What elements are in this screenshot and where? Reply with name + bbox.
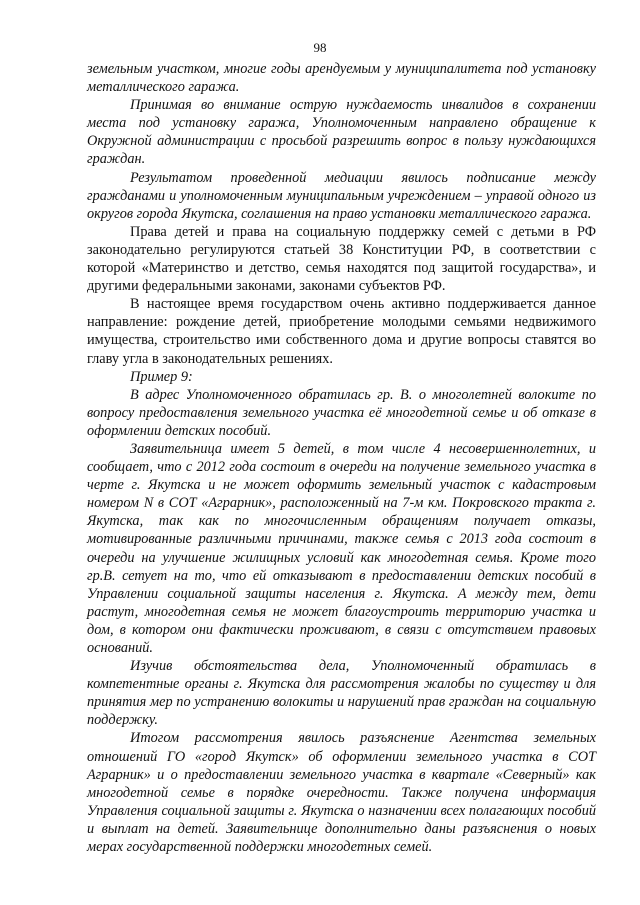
page-number: 98 [313, 40, 327, 55]
paragraph-8: Заявительница имеет 5 детей, в том числе 4 несовершеннолетних, и сообщает, что с 2012 года состоит в очереди на получение земельного участка в черте г. Якутска и не может оформить земельный участок с кадастровым номером N в СОТ «Аграрник», расположенный на 7-м км. Покровского тракта г. Якутска, так как по многочисленным обращениям получает отказы, мотивированные различными причинами, также семья с 2013 года состоит в очереди на улучшение жилищных условий как многодетная семья. Кроме того гр.В. сетует на то, что ей отказывают в предоставлении детских пособий в Управлении социальной защиты населения г. Якутска. А между тем, дети растут, многодетная семья не может благоустроить территорию участка и дом, в котором они фактически проживают, в связи с отсутствием правовых оснований. [87, 440, 596, 656]
paragraph-5: В настоящее время государством очень активно поддерживается данное направление: рождение детей, приобретение молодыми семьями недвижимого имущества, строительство ими собственного дома и другие вопросы ставятся во главу угла в законодательных решениях. [87, 296, 596, 367]
paragraph-7: В адрес Уполномоченного обратилась гр. В. о многолетней волоките по вопросу предоставления земельного участка её многодетной семье и об отказе в оформлении детских пособий. [87, 386, 596, 439]
document-body [87, 60, 596, 856]
paragraph-4: Права детей и права на социальную поддержку семей с детьми в РФ законодательно регулируются статьей 38 Конституции РФ, в соответствии с которой «Материнство и детство, семья находятся под защитой государства», и другими федеральными законами, законами субъектов РФ. [87, 223, 596, 295]
example-heading: Пример 9: [130, 368, 193, 385]
paragraph-2: Принимая во внимание острую нуждаемость инвалидов в сохранении места под установку гаража, Уполномоченным направлено обращение к Окружной администрации с просьбой разрешить вопрос в пользу нуждающихся граждан. [87, 97, 596, 168]
paragraph-3: Результатом проведенной медиации явилось подписание между гражданами и уполномоченным муниципальным учреждением – управой одного из округов города Якутска, соглашения на право установки металлического гаража. [87, 169, 596, 222]
paragraph-10: Итогом рассмотрения явилось разъяснение Агентства земельных отношений ГО «город Якутск» об оформлении земельного участка в СОТ Аграрник» и о предоставлении земельного участка в квартале «Северный» как многодетной семье в порядке очередности. Также получена информация Управления социальной защиты г. Якутска о назначении всех полагающих пособий и выплат на детей. Заявительнице дополнительно даны разъяснения о новых мерах государственной поддержки многодетных семей. [87, 730, 596, 856]
paragraph-9: Изучив обстоятельства дела, Уполномоченный обратилась в компетентные органы г. Якутска для рассмотрения жалобы по существу и для принятия мер по устранению волокиты и нарушений прав граждан на социальную поддержку. [87, 658, 596, 729]
paragraph-1: земельным участком, многие годы арендуемым у муниципалитета под установку металлического гаража. [87, 61, 596, 96]
